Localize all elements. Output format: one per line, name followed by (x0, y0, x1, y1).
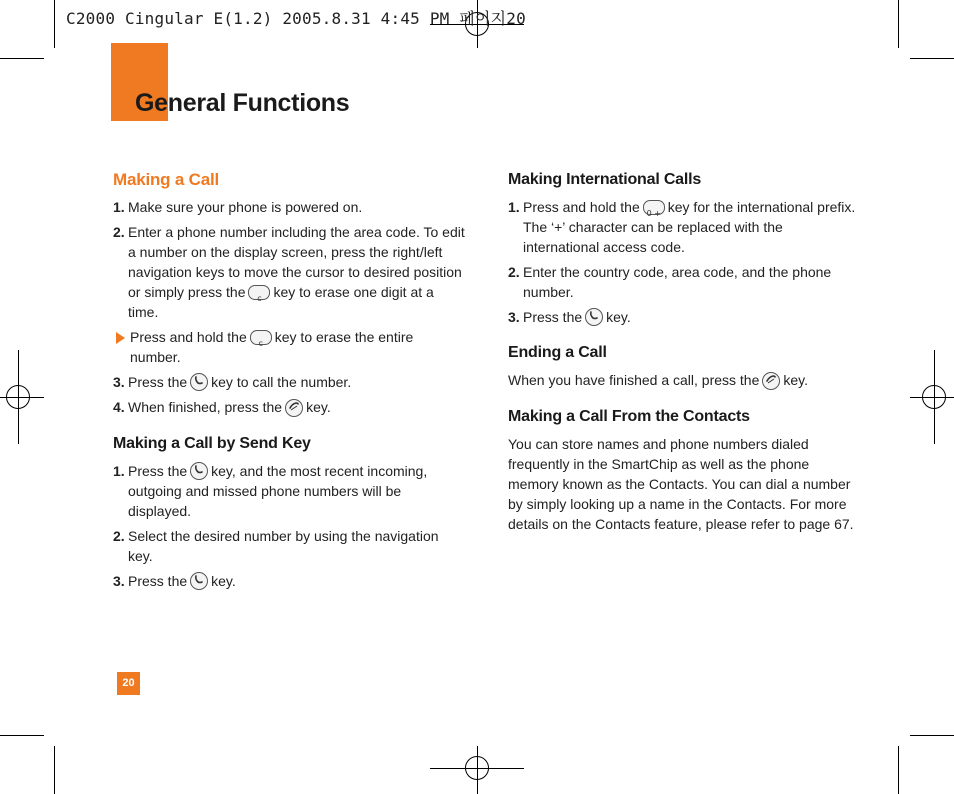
step-text-part: key to erase one digit at a time. (128, 284, 434, 320)
clear-key-icon (250, 330, 272, 348)
page-title: General Functions (135, 89, 350, 117)
crop-mark (910, 58, 954, 59)
section-send-key (113, 434, 465, 592)
step-text: Make sure your phone is powered on. (128, 199, 363, 215)
body-text-part: When you have finished a call, press the (508, 372, 760, 389)
list-item (113, 397, 465, 417)
step-text: Select the desired number by using the navigation key. (128, 527, 439, 564)
step-text-part: When finished, press the (128, 399, 283, 416)
section-contacts (508, 407, 860, 534)
step-text-part: Press the (128, 462, 188, 479)
body-text (508, 370, 860, 390)
crop-mark (54, 0, 55, 48)
section-title: Making a Call From the Contacts (508, 407, 750, 425)
list-item (508, 197, 860, 257)
step-text-part: Press the (523, 309, 583, 325)
crop-mark (54, 746, 55, 794)
step-text (128, 461, 465, 521)
note-text-part: Press and hold the (130, 329, 247, 345)
step-text (523, 307, 860, 327)
page-number: 20 (117, 672, 140, 695)
list-item (508, 262, 860, 302)
step-text: Enter the country code, area code, and the phone number. (523, 264, 832, 300)
list-item (113, 571, 465, 591)
print-slug: C2000 Cingular E(1.2) 2005.8.31 4:45 PM 페이지20 (66, 9, 526, 28)
list-item (113, 197, 465, 217)
triangle-bullet-icon (116, 332, 125, 344)
crop-mark (898, 0, 899, 48)
list-item (113, 461, 465, 521)
step-number: 2. (113, 224, 125, 240)
crop-mark (898, 746, 899, 794)
send-key-icon (190, 373, 208, 391)
list-item (113, 222, 465, 322)
step-number: 3. (508, 309, 520, 325)
step-text-part: key. (211, 572, 236, 589)
send-key-icon (190, 462, 208, 480)
step-text-part: Enter a phone number including the area code. To edit a number on the display screen, press the right/left navigation keys to move the cursor to desired position or simply press the (128, 224, 465, 300)
step-text (128, 222, 465, 322)
step-number: 3. (113, 572, 125, 589)
section-international-calls (508, 170, 860, 327)
step-number: 1. (113, 199, 125, 215)
step-text-part: Press the (128, 374, 188, 390)
section-ending-a-call (508, 343, 860, 390)
step-number: 2. (113, 527, 125, 544)
zero-key-label: 0 + (646, 208, 661, 218)
step-number: 1. (113, 462, 125, 479)
step-text-part: key. (606, 309, 631, 325)
step-number: 3. (113, 374, 125, 390)
left-column (113, 170, 465, 607)
step-text-part: key. (306, 399, 331, 416)
step-text (128, 571, 465, 591)
crop-mark (910, 735, 954, 736)
body-text-part: key. (783, 372, 809, 389)
end-key-icon (285, 399, 303, 417)
step-text (128, 372, 465, 392)
end-key-icon (762, 372, 780, 390)
step-text-part: Press the (128, 572, 188, 589)
send-key-icon (585, 308, 603, 326)
list-item (113, 372, 465, 392)
crop-mark (0, 735, 44, 736)
clear-key-label: c (257, 293, 262, 303)
step-number: 4. (113, 399, 125, 416)
crop-mark (0, 58, 44, 59)
note-text (130, 327, 465, 367)
step-text-part: key, and the most recent incoming, outgoing and missed phone numbers will be displayed. (128, 462, 428, 519)
list-item (508, 307, 860, 327)
section-title: Making a Call by Send Key (113, 434, 311, 452)
section-title: Making International Calls (508, 171, 702, 188)
zero-key-icon (643, 200, 665, 218)
list-item (113, 526, 465, 566)
right-column (508, 170, 860, 550)
step-number: 1. (508, 199, 520, 215)
section-title: Ending a Call (508, 344, 607, 362)
step-text (128, 397, 465, 417)
clear-key-label: c (258, 338, 263, 348)
step-text-part: key to call the number. (211, 374, 352, 390)
note-item (113, 327, 465, 367)
step-text-part: key for the international prefix. The ‘+’ character can be replaced with the international access code. (523, 199, 856, 255)
clear-key-icon (248, 285, 270, 303)
send-key-icon (190, 572, 208, 590)
step-text-part: Press and hold the (523, 199, 640, 215)
section-title: Making a Call (113, 170, 220, 189)
step-number: 2. (508, 264, 520, 280)
section-making-a-call (113, 170, 465, 418)
body-text: You can store names and phone numbers dialed frequently in the SmartChip as well as the phone memory known as the Contacts. You can dial a number by simply looking up a name in the Contacts. For more details on the Contacts feature, please refer to page 67. (508, 435, 854, 532)
note-text-part: key to erase the entire number. (130, 329, 414, 365)
step-text (523, 197, 860, 257)
